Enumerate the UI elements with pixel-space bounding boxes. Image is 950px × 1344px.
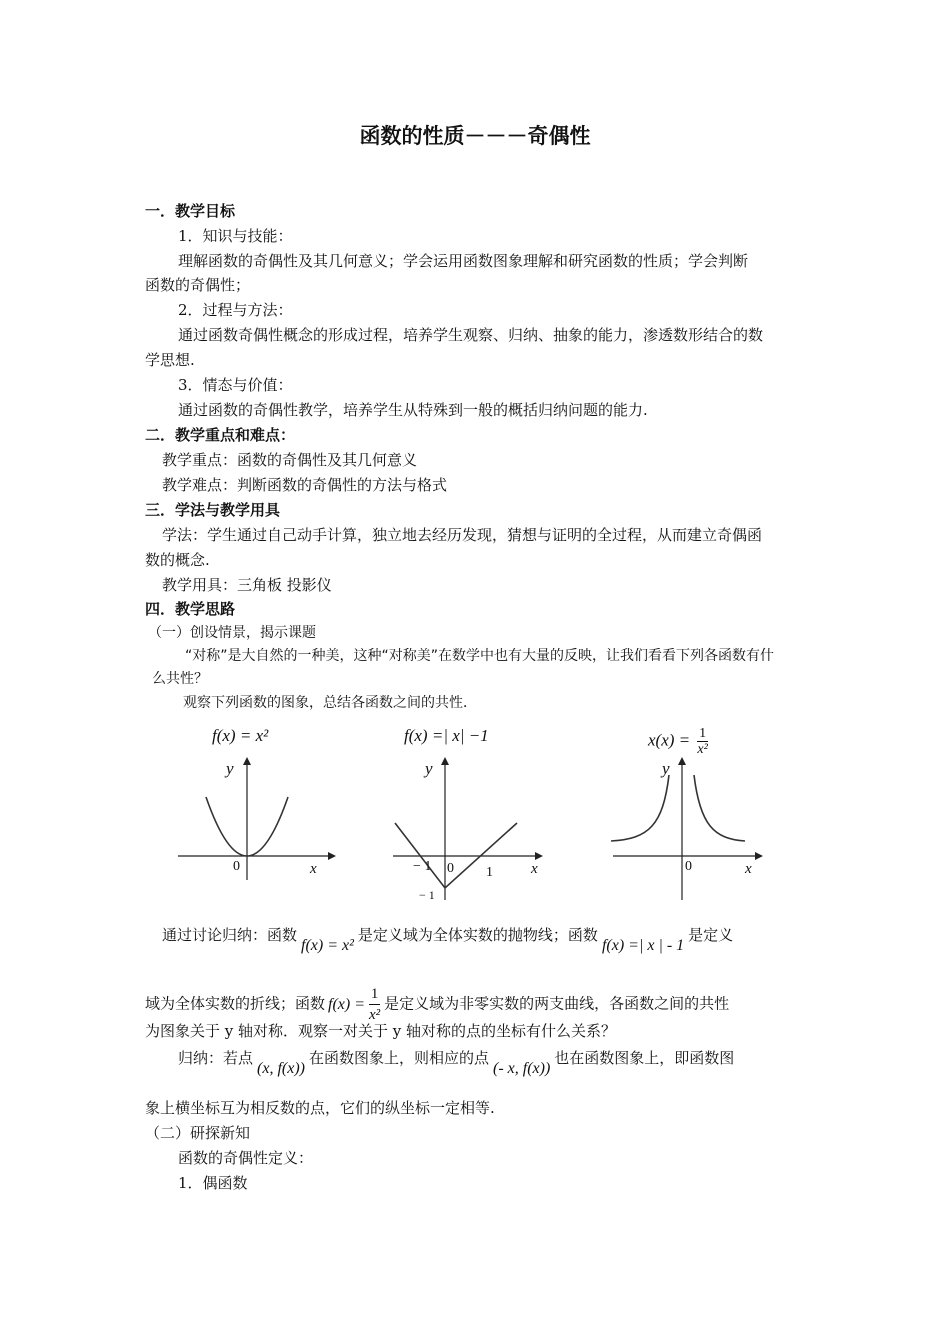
origin-label: 0	[233, 859, 240, 874]
x-axis-label: x	[310, 861, 317, 877]
tick-label-one: 1	[486, 865, 493, 880]
paragraph: 函数的奇偶性；	[145, 276, 251, 294]
fraction	[697, 726, 707, 757]
paragraph: 教学重点：函数的奇偶性及其几何意义	[162, 451, 418, 469]
graph-parabola	[170, 755, 340, 885]
paragraph: 学法：学生通过自己动手计算，独立地去经历发现，猜想与证明的全过程，从而建立奇偶函	[162, 526, 763, 544]
subsection-heading: （二）研探新知	[145, 1124, 251, 1142]
x-axis-arrow	[535, 852, 543, 860]
goal-item-2: 2．过程与方法：	[178, 301, 293, 319]
paragraph: 教学难点：判断函数的奇偶性的方法与格式	[162, 476, 448, 494]
paragraph: 数的概念.	[145, 551, 210, 569]
graph-abs	[385, 755, 555, 905]
paragraph: 象上横坐标互为相反数的点，它们的纵坐标一定相等.	[145, 1099, 495, 1117]
goal-item-3: 3．情态与价值：	[178, 376, 293, 394]
y-axis-arrow	[678, 757, 686, 765]
fraction-denominator: x²	[697, 742, 708, 757]
fraction-denominator: x²	[369, 1007, 381, 1023]
paragraph: 函数的奇偶性定义：	[178, 1149, 314, 1167]
paragraph: 么共性？	[152, 671, 208, 687]
paragraph: 通过函数奇偶性概念的形成过程，培养学生观察、归纳、抽象的能力，渗透数形结合的数	[178, 326, 764, 344]
y-axis-arrow	[243, 757, 251, 765]
reciprocal-right-branch	[694, 775, 745, 841]
graph-reciprocal	[605, 755, 775, 905]
fraction-numerator: 1	[699, 726, 707, 741]
fraction	[369, 984, 380, 1025]
y-axis-label: y	[662, 759, 670, 778]
paragraph: 通过函数的奇偶性教学，培养学生从特殊到一般的概括归纳问题的能力.	[178, 401, 648, 419]
paragraph: 通过讨论归纳：函数f(x) = x²是定义域为全体实数的抛物线；函数f(x) =| x | - 1是定义	[162, 926, 734, 954]
graph-1-title: f(x) = x²	[212, 726, 269, 745]
tick-label-neg-one: − 1	[413, 859, 432, 874]
paragraph: 教学用具：三角板 投影仪	[162, 576, 332, 594]
formula-abs: f(x) =| x | - 1	[601, 937, 685, 954]
formula-neg-point: (- x, f(x))	[493, 1060, 551, 1077]
paragraph: 1．偶函数	[178, 1174, 248, 1192]
goal-item-1: 1．知识与技能：	[178, 227, 293, 245]
origin-label: 0	[447, 861, 454, 876]
formula-reciprocal-lhs: f(x) =	[328, 995, 366, 1013]
section-heading-approach: 四．教学思路	[145, 600, 236, 618]
x-axis-arrow	[755, 852, 763, 860]
graph-2-title: f(x) =| x| −1	[404, 726, 489, 745]
y-axis-label: y	[226, 759, 234, 778]
paragraph: 学思想.	[145, 351, 195, 369]
paragraph: 理解函数的奇偶性及其几何意义；学会运用函数图象理解和研究函数的性质；学会判断	[178, 252, 749, 270]
page-title: 函数的性质－－－奇偶性	[359, 124, 591, 148]
x-axis-arrow	[328, 852, 336, 860]
formula-x-squared: f(x) = x²	[301, 937, 354, 954]
formula-point: (x, f(x))	[257, 1060, 305, 1077]
reciprocal-left-branch	[611, 775, 669, 841]
paragraph: 观察下列函数的图象，总结各函数之间的共性．	[183, 695, 477, 711]
paragraph: “对称”是大自然的一种美，这种“对称美”在数学中也有大量的反映，让我们看看下列各函数有什	[185, 648, 775, 664]
graph-3-title	[648, 726, 708, 757]
x-axis-label: x	[745, 861, 752, 877]
tick-label-y-neg-one: − 1	[419, 888, 435, 902]
paragraph: 域为全体实数的折线；函数 f(x) = $\frac{1}{\text{x²}}$ 是定义域为非零实数的两支曲线，各函数之间的共性	[145, 986, 730, 1023]
section-heading-key-points: 二．教学重点和难点：	[145, 426, 296, 444]
origin-label: 0	[685, 859, 692, 874]
graph-3-title-lhs: x(x) =	[648, 730, 691, 750]
paragraph: 为图象关于 y 轴对称．观察一对关于 y 轴对称的点的坐标有什么关系？	[145, 1022, 617, 1040]
fraction-numerator: 1	[369, 984, 380, 1005]
x-axis-label: x	[531, 861, 538, 877]
section-heading-goals: 一．教学目标	[145, 202, 236, 220]
y-axis-label: y	[425, 759, 433, 778]
paragraph: 归纳：若点(x, f(x))在函数图象上，则相应的点(- x, f(x))也在函数图象上，即函数图	[178, 1049, 735, 1077]
subsection-heading: （一）创设情景，揭示课题	[148, 625, 316, 641]
y-axis-arrow	[441, 757, 449, 765]
section-heading-methods: 三．学法与教学用具	[145, 501, 281, 519]
